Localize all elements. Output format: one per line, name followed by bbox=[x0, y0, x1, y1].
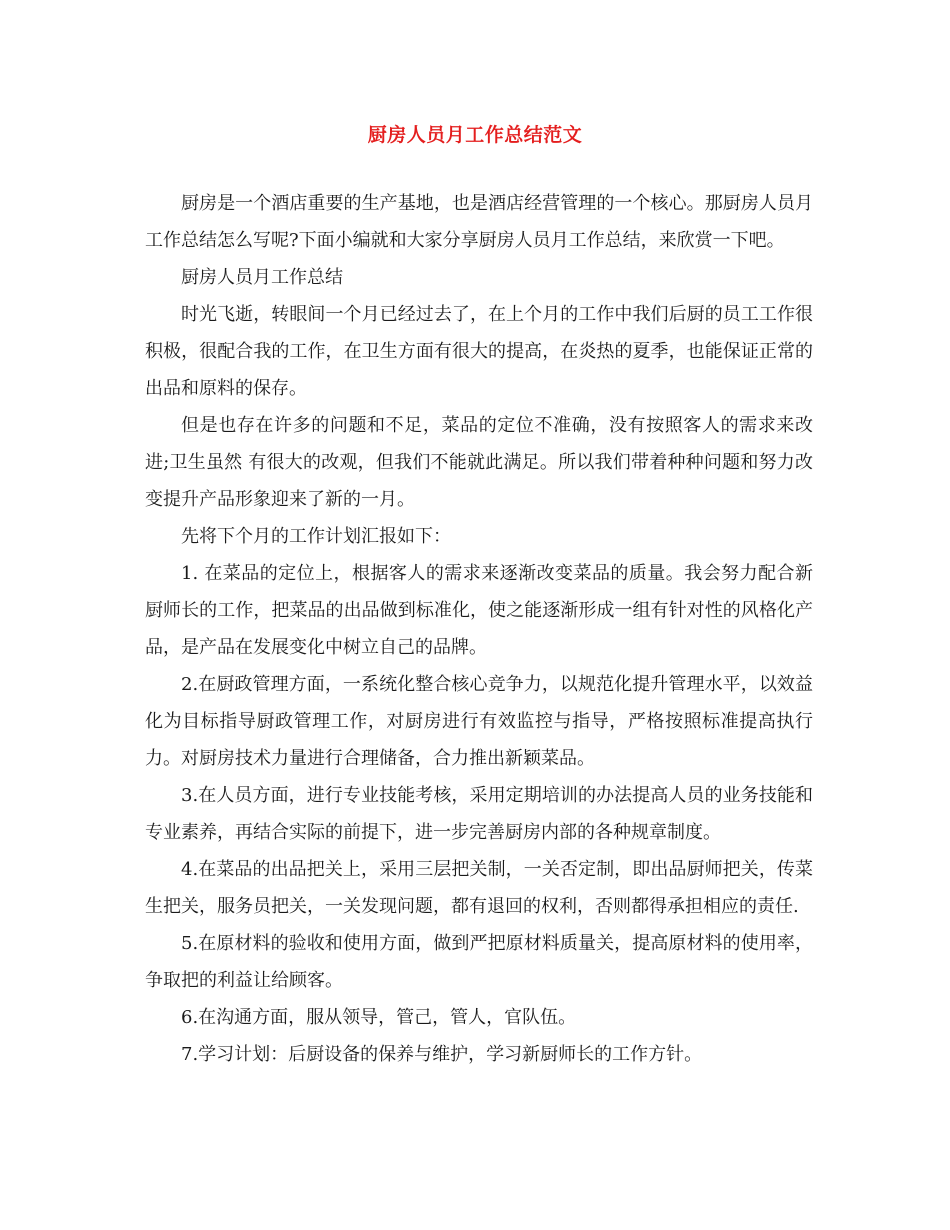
document-body bbox=[145, 185, 813, 1073]
plan-item-6: 6.在沟通方面，服从领导，管己，管人，官队伍。 bbox=[181, 1007, 577, 1028]
plan-item-2: 2.在厨政管理方面，一系统化整合核心竞争力，以规范化提升管理水平，以效益化为目标指导厨政管理工作，对厨房进行有效监控与指导，严格按照标准提高执行力。对厨房技术力量进行合理储备，合力推出新颖菜品。 bbox=[145, 674, 813, 769]
plan-item-1: 1. 在菜品的定位上，根据客人的需求来逐渐改变菜品的质量。我会努力配合新厨师长的工作，把菜品的出品做到标准化，使之能逐渐形成一组有针对性的风格化产品，是产品在发展变化中树立自己的品牌。 bbox=[145, 563, 813, 658]
plan-item-5: 5.在原材料的验收和使用方面，做到严把原材料质量关，提高原材料的使用率，争取把的利益让给顾客。 bbox=[145, 933, 813, 991]
plan-item-7: 7.学习计划：后厨设备的保养与维护，学习新厨师长的工作方针。 bbox=[181, 1044, 703, 1065]
document-title: 厨房人员月工作总结范文 bbox=[367, 124, 583, 146]
body-paragraph: 时光飞逝，转眼间一个月已经过去了，在上个月的工作中我们后厨的员工工作很积极，很配合我的工作，在卫生方面有很大的提高，在炎热的夏季，也能保证正常的出品和原料的保存。 bbox=[145, 304, 813, 399]
body-paragraph: 但是也存在许多的问题和不足，菜品的定位不准确，没有按照客人的需求来改进;卫生虽然 有很大的改观，但我们不能就此满足。所以我们带着种种问题和努力改变提升产品形象迎来了新的一月。 bbox=[145, 415, 813, 510]
intro-paragraph: 厨房是一个酒店重要的生产基地，也是酒店经营管理的一个核心。那厨房人员月工作总结怎么写呢?下面小编就和大家分享厨房人员月工作总结，来欣赏一下吧。 bbox=[145, 193, 813, 251]
section-heading: 厨房人员月工作总结 bbox=[181, 267, 343, 288]
plan-item-4: 4.在菜品的出品把关上，采用三层把关制，一关否定制，即出品厨师把关，传菜生把关，服务员把关，一关发现问题，都有退回的权利，否则都得承担相应的责任. bbox=[145, 859, 813, 917]
plan-item-3: 3.在人员方面，进行专业技能考核，采用定期培训的办法提高人员的业务技能和专业素养，再结合实际的前提下，进一步完善厨房内部的各种规章制度。 bbox=[145, 785, 813, 843]
plan-intro-paragraph: 先将下个月的工作计划汇报如下： bbox=[181, 526, 451, 547]
